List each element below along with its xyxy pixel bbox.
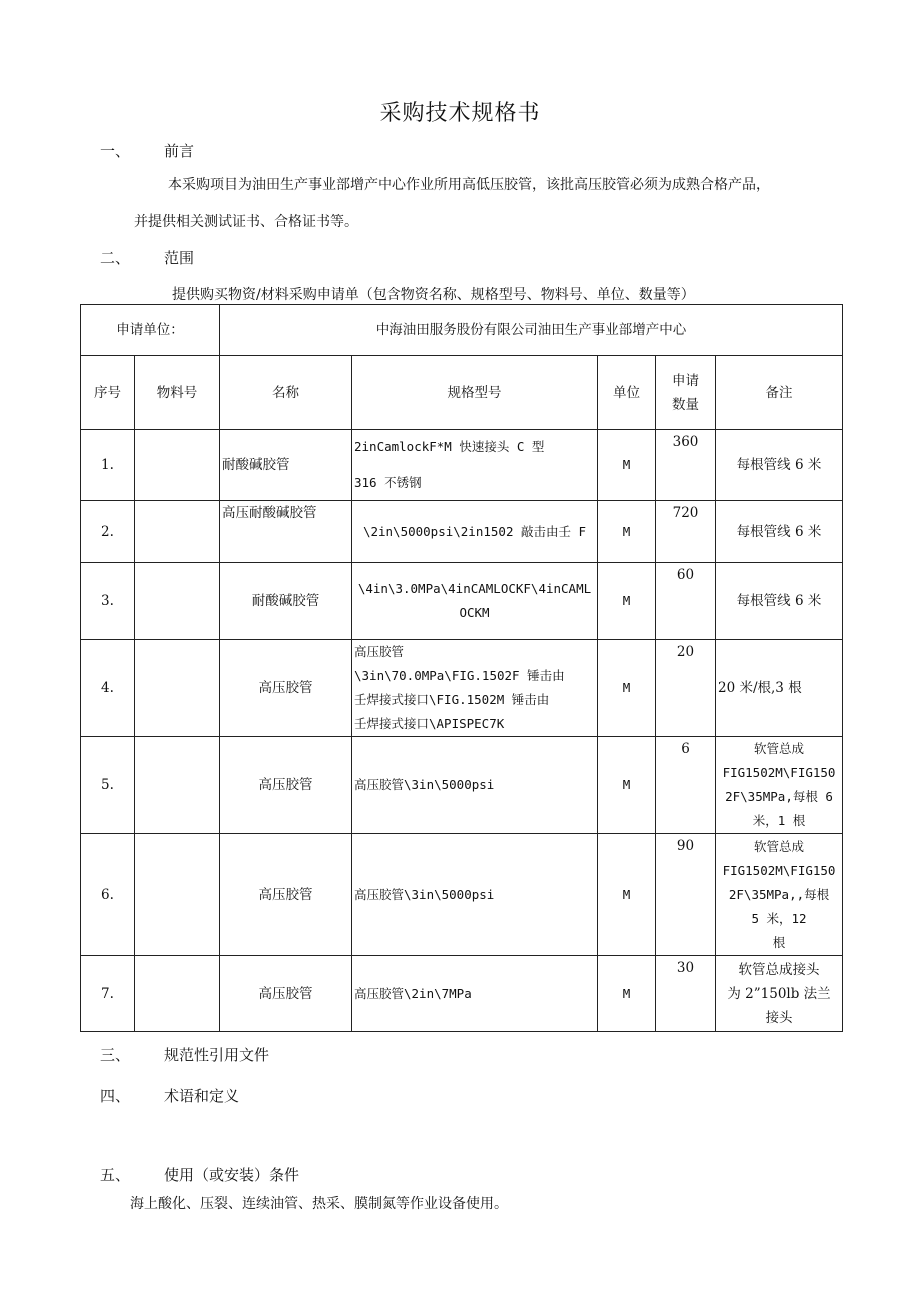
row-unit: M <box>598 501 656 563</box>
row-material-no <box>135 737 220 834</box>
header-row <box>81 356 843 430</box>
remark-line: 5 米，12 <box>751 910 807 926</box>
table-row <box>81 430 843 501</box>
remark-line: 2F\35MPa,每根 6 <box>725 789 833 804</box>
section-title: 术语和定义 <box>164 1087 240 1105</box>
section-title: 使用（或安装）条件 <box>164 1166 300 1184</box>
spec-line: 高压胶管\3in\5000psi <box>354 886 495 902</box>
section-heading-scope <box>100 247 194 268</box>
table-row <box>81 563 843 640</box>
table-row <box>81 956 843 1032</box>
row-material-no <box>135 563 220 640</box>
header-name: 名称 <box>220 356 352 430</box>
row-remark <box>716 834 843 956</box>
table-row <box>81 737 843 834</box>
section-heading-usage-conditions <box>100 1164 299 1185</box>
row-unit: M <box>598 430 656 501</box>
spec-line: 高压胶管\3in\5000psi <box>354 777 495 792</box>
spec-line: \4in\3.0MPa\4inCAMLOCKF\4inCAML <box>357 581 592 596</box>
row-name: 耐酸碱胶管 <box>220 563 352 640</box>
row-seq: 5. <box>81 737 135 834</box>
row-material-no <box>135 956 220 1032</box>
preface-paragraph-line-2: 并提供相关测试证书、合格证书等。 <box>134 214 358 230</box>
section-title: 规范性引用文件 <box>164 1046 270 1064</box>
section-heading-normative-references <box>100 1044 269 1065</box>
preface-paragraph-line-1: 本采购项目为油田生产事业部增产中心作业所用高低压胶管，该批高压胶管必须为成熟合格产品， <box>168 177 770 193</box>
purchase-request-table <box>80 304 843 1032</box>
row-spec <box>352 430 598 501</box>
row-seq: 7. <box>81 956 135 1032</box>
row-unit: M <box>598 834 656 956</box>
remark-line: 米，1 根 <box>752 813 806 828</box>
row-qty: 6 <box>656 737 716 834</box>
section-heading-preface <box>100 140 194 161</box>
row-remark <box>716 956 843 1032</box>
header-qty-line-1: 申请 <box>672 372 699 389</box>
section-number: 一、 <box>100 142 131 160</box>
remark-line: 每根管线 6 米 <box>736 523 822 540</box>
spec-line: 壬焊接式接口\APISPEC7K <box>354 716 505 731</box>
spec-line: 壬焊接式接口\FIG.1502M 锤击由 <box>354 692 550 707</box>
row-qty: 30 <box>656 956 716 1032</box>
spec-line: \2in\5000psi\2in1502 敲击由壬 F <box>362 523 587 539</box>
row-name: 高压胶管 <box>220 640 352 737</box>
row-qty: 720 <box>656 501 716 563</box>
section-heading-terms <box>100 1085 239 1106</box>
applicant-label: 申请单位： <box>81 305 220 356</box>
applicant-value: 中海油田服务股份有限公司油田生产事业部增产中心 <box>220 305 843 356</box>
row-seq: 3. <box>81 563 135 640</box>
remark-line: 软管总成 <box>754 741 805 756</box>
section-title: 前言 <box>164 142 195 160</box>
row-seq: 1. <box>81 430 135 501</box>
row-unit: M <box>598 640 656 737</box>
header-qty <box>656 356 716 430</box>
header-seq: 序号 <box>81 356 135 430</box>
spec-line: 316 不锈钢 <box>354 475 422 490</box>
row-spec <box>352 956 598 1032</box>
remark-line: 20 米/根,3 根 <box>718 680 802 696</box>
row-remark <box>716 640 843 737</box>
spec-line: 2inCamlockF*M 快速接头 C 型 <box>354 439 545 454</box>
spec-line: \3in\70.0MPa\FIG.1502F 锤击由 <box>354 668 565 683</box>
header-material-no: 物料号 <box>135 356 220 430</box>
table-row <box>81 834 843 956</box>
remark-line: 为 2”150lb 法兰 <box>727 985 831 1002</box>
row-name: 高压胶管 <box>220 834 352 956</box>
row-spec <box>352 640 598 737</box>
header-qty-line-2: 数量 <box>672 396 699 413</box>
spec-line: OCKM <box>459 605 490 620</box>
remark-line: 2F\35MPa,,每根 <box>728 886 830 902</box>
row-qty: 60 <box>656 563 716 640</box>
row-seq: 4. <box>81 640 135 737</box>
remark-line: FIG1502M\FIG150 <box>722 862 836 878</box>
row-material-no <box>135 430 220 501</box>
remark-line: 根 <box>772 934 786 950</box>
usage-paragraph: 海上酸化、压裂、连续油管、热采、膜制氮等作业设备使用。 <box>130 1196 508 1212</box>
row-material-no <box>135 834 220 956</box>
section-number: 五、 <box>100 1166 131 1184</box>
header-unit: 单位 <box>598 356 656 430</box>
document-title: 采购技术规格书 <box>379 101 541 126</box>
row-name: 耐酸碱胶管 <box>220 430 352 501</box>
row-remark <box>716 563 843 640</box>
row-unit: M <box>598 956 656 1032</box>
header-spec: 规格型号 <box>352 356 598 430</box>
row-unit: M <box>598 737 656 834</box>
row-remark <box>716 501 843 563</box>
row-material-no <box>135 501 220 563</box>
row-spec <box>352 501 598 563</box>
row-qty: 90 <box>656 834 716 956</box>
row-qty: 20 <box>656 640 716 737</box>
row-remark <box>716 430 843 501</box>
section-title: 范围 <box>164 249 195 267</box>
row-spec <box>352 563 598 640</box>
remark-line: 软管总成接头 <box>738 961 820 978</box>
section-number: 二、 <box>100 249 131 267</box>
row-qty: 360 <box>656 430 716 501</box>
remark-line: FIG1502M\FIG150 <box>722 765 836 780</box>
row-material-no <box>135 640 220 737</box>
header-remark: 备注 <box>716 356 843 430</box>
row-name: 高压耐酸碱胶管 <box>220 501 352 563</box>
remark-line: 接头 <box>765 1009 793 1026</box>
row-remark <box>716 737 843 834</box>
row-seq: 6. <box>81 834 135 956</box>
section-number: 三、 <box>100 1046 131 1064</box>
table-row <box>81 501 843 563</box>
row-unit: M <box>598 563 656 640</box>
spec-line: 高压胶管 <box>354 644 405 659</box>
remark-line: 软管总成 <box>754 838 805 854</box>
scope-paragraph: 提供购买物资/材料采购申请单（包含物资名称、规格型号、物料号、单位、数量等） <box>172 287 695 303</box>
applicant-row <box>81 305 843 356</box>
row-seq: 2. <box>81 501 135 563</box>
row-name: 高压胶管 <box>220 737 352 834</box>
table-row <box>81 640 843 737</box>
remark-line: 每根管线 6 米 <box>736 457 822 473</box>
row-spec <box>352 834 598 956</box>
spec-line: 高压胶管\2in\7MPa <box>354 985 472 1001</box>
row-spec <box>352 737 598 834</box>
section-number: 四、 <box>100 1087 131 1105</box>
remark-line: 每根管线 6 米 <box>736 593 822 609</box>
row-name: 高压胶管 <box>220 956 352 1032</box>
